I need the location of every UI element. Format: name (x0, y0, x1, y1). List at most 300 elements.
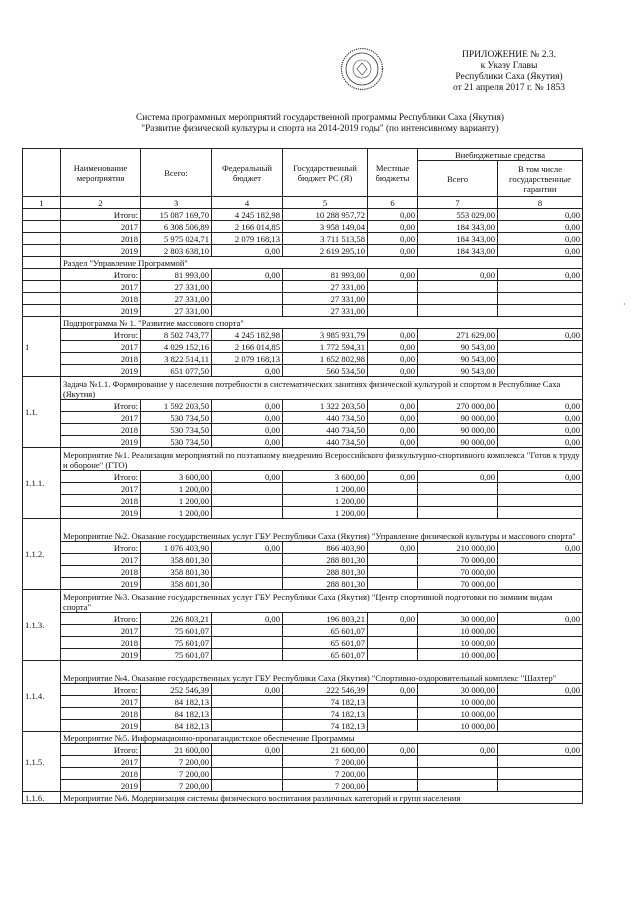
section-code: 1.1.5. (23, 732, 61, 792)
col-num: 7 (418, 197, 498, 209)
value-cell (498, 341, 583, 353)
table-row (23, 209, 583, 221)
title-line-1: Система программных мероприятий государственной программы Республики Саха (Якутия) (136, 113, 504, 123)
value-cell: 1 592 203,50 (141, 400, 212, 412)
value-cell: 3 822 514,11 (141, 353, 212, 365)
section-title: Мероприятие №3. Оказание государственных услуг ГБУ Республики Саха (Якутия) "Центр спортивной подготовки по зимним видам спорта" (61, 590, 583, 613)
col-num: 8 (498, 197, 583, 209)
value-cell: 651 077,50 (141, 365, 212, 377)
value-cell: 5 975 024,71 (141, 233, 212, 245)
value-cell (498, 637, 583, 649)
title-line-2: "Развитие физической культуры и спорта на 2014-2019 годы" (по интенсивному варианту) (141, 124, 499, 134)
section-title: Мероприятие №1. Реализация мероприятий по поэтапному внедрению Всероссийского физкультурно-спортивного комплекса "Готов к труду и обороне" (ГТО) (61, 448, 583, 471)
table-row (23, 483, 583, 495)
value-cell: 10 000,00 (418, 649, 498, 661)
value-cell: 0,00 (212, 436, 283, 448)
header-name: Наименование мероприятия (61, 149, 141, 197)
value-cell: 3 600,00 (141, 471, 212, 483)
header-extra-total: Всего (418, 161, 498, 197)
value-cell: 65 601,07 (283, 637, 368, 649)
value-cell: 84 182,13 (141, 708, 212, 720)
table-row (23, 756, 583, 768)
value-cell (368, 554, 418, 566)
row-label: 2018 (61, 233, 141, 245)
value-cell: 1 200,00 (283, 483, 368, 495)
value-cell: 440 734,50 (283, 412, 368, 424)
value-cell (212, 780, 283, 792)
margin-mark: · (623, 300, 626, 309)
value-cell: 0,00 (498, 329, 583, 341)
row-label: Итого: (61, 542, 141, 554)
row-label: 2019 (61, 436, 141, 448)
value-cell (418, 293, 498, 305)
table-row (23, 353, 583, 365)
value-cell: 440 734,50 (283, 436, 368, 448)
value-cell (368, 281, 418, 293)
value-cell: 0,00 (498, 613, 583, 625)
value-cell: 27 331,00 (283, 293, 368, 305)
row-code (23, 245, 61, 257)
row-label: 2018 (61, 495, 141, 507)
value-cell: 0,00 (212, 471, 283, 483)
table-row (23, 744, 583, 756)
value-cell (212, 566, 283, 578)
value-cell (418, 780, 498, 792)
program-measures-table (22, 148, 583, 804)
row-label: 2017 (61, 412, 141, 424)
value-cell: 84 182,13 (141, 696, 212, 708)
value-cell: 0,00 (498, 684, 583, 696)
value-cell: 0,00 (212, 684, 283, 696)
value-cell (498, 625, 583, 637)
value-cell (368, 649, 418, 661)
table-header-row (23, 149, 583, 161)
value-cell: 70 000,00 (418, 578, 498, 590)
value-cell: 560 534,50 (283, 365, 368, 377)
col-num: 2 (61, 197, 141, 209)
table-row (23, 720, 583, 732)
value-cell: 0,00 (368, 221, 418, 233)
value-cell (498, 305, 583, 317)
value-cell: 196 803,21 (283, 613, 368, 625)
header-federal: Федеральный бюджет (212, 149, 283, 197)
col-num: 1 (23, 197, 61, 209)
value-cell (498, 756, 583, 768)
section-code: 1.1.3. (23, 590, 61, 661)
header-extra-group: Внебюджетные средства (418, 149, 583, 161)
value-cell: 3 958 149,04 (283, 221, 368, 233)
row-label: Итого: (61, 400, 141, 412)
value-cell (498, 649, 583, 661)
value-cell: 1 200,00 (283, 495, 368, 507)
value-cell: 184 343,00 (418, 221, 498, 233)
section-row (23, 519, 583, 542)
value-cell: 0,00 (498, 221, 583, 233)
value-cell: 0,00 (368, 424, 418, 436)
value-cell: 75 601,07 (141, 637, 212, 649)
value-cell: 0,00 (498, 245, 583, 257)
col-num: 5 (283, 197, 368, 209)
value-cell: 84 182,13 (141, 720, 212, 732)
value-cell: 0,00 (368, 233, 418, 245)
value-cell: 0,00 (368, 209, 418, 221)
document-header (384, 50, 634, 94)
section-title: Мероприятие №2. Оказание государственных услуг ГБУ Республики Саха (Якутия) "Управление физической культуры и массового спорта" (61, 519, 583, 542)
col-num: 6 (368, 197, 418, 209)
table-row (23, 471, 583, 483)
value-cell: 288 801,30 (283, 554, 368, 566)
value-cell: 10 000,00 (418, 708, 498, 720)
decree-date: от 21 апреля 2017 г. № 1853 (452, 83, 566, 93)
value-cell (212, 637, 283, 649)
value-cell: 1 322 203,50 (283, 400, 368, 412)
value-cell: 0,00 (498, 400, 583, 412)
value-cell: 7 200,00 (141, 768, 212, 780)
value-cell: 2 079 168,13 (212, 233, 283, 245)
row-label: 2018 (61, 293, 141, 305)
value-cell: 27 331,00 (141, 305, 212, 317)
section-code: 1 (23, 317, 61, 377)
row-label: 2018 (61, 637, 141, 649)
value-cell: 440 734,50 (283, 424, 368, 436)
row-label: Итого: (61, 329, 141, 341)
value-cell: 10 000,00 (418, 720, 498, 732)
value-cell: 0,00 (368, 341, 418, 353)
row-code (23, 281, 61, 293)
value-cell: 2 166 014,85 (212, 341, 283, 353)
section-row (23, 448, 583, 471)
value-cell (212, 495, 283, 507)
value-cell: 210 000,00 (418, 542, 498, 554)
section-code: 1.1. (23, 377, 61, 448)
value-cell: 21 600,00 (141, 744, 212, 756)
row-label: 2019 (61, 780, 141, 792)
table-row (23, 221, 583, 233)
column-number-row (23, 197, 583, 209)
section-title: Мероприятие №6. Модернизация системы физического воспитания различных категорий и групп населения (61, 792, 583, 804)
value-cell: 74 182,13 (283, 708, 368, 720)
value-cell: 288 801,30 (283, 578, 368, 590)
row-label: 2017 (61, 483, 141, 495)
value-cell (212, 507, 283, 519)
row-code (23, 221, 61, 233)
value-cell: 0,00 (368, 329, 418, 341)
col-num: 4 (212, 197, 283, 209)
value-cell: 0,00 (368, 542, 418, 554)
value-cell (212, 293, 283, 305)
value-cell: 65 601,07 (283, 625, 368, 637)
value-cell: 90 543,00 (418, 365, 498, 377)
value-cell: 222 546,39 (283, 684, 368, 696)
row-label: 2019 (61, 365, 141, 377)
row-label: 2017 (61, 625, 141, 637)
value-cell: 0,00 (498, 269, 583, 281)
row-label: 2017 (61, 221, 141, 233)
value-cell: 358 801,30 (141, 554, 212, 566)
section-row (23, 590, 583, 613)
value-cell (498, 365, 583, 377)
row-label: Итого: (61, 744, 141, 756)
table-row (23, 768, 583, 780)
table-row (23, 245, 583, 257)
table-row (23, 269, 583, 281)
row-label: 2019 (61, 649, 141, 661)
value-cell: 0,00 (368, 744, 418, 756)
table-row (23, 566, 583, 578)
value-cell (418, 768, 498, 780)
value-cell: 90 543,00 (418, 341, 498, 353)
header-code-cell (23, 149, 61, 197)
value-cell: 7 200,00 (283, 756, 368, 768)
row-label: 2019 (61, 245, 141, 257)
section-row (23, 661, 583, 684)
value-cell: 3 711 513,58 (283, 233, 368, 245)
value-cell: 0,00 (212, 365, 283, 377)
value-cell (368, 708, 418, 720)
section-code: 1.1.2. (23, 519, 61, 590)
table-row (23, 554, 583, 566)
value-cell: 0,00 (498, 744, 583, 756)
value-cell: 270 000,00 (418, 400, 498, 412)
value-cell: 7 200,00 (141, 756, 212, 768)
value-cell: 530 734,50 (141, 424, 212, 436)
value-cell (418, 305, 498, 317)
value-cell: 866 403,90 (283, 542, 368, 554)
value-cell: 0,00 (498, 233, 583, 245)
section-code (23, 257, 61, 269)
value-cell (498, 720, 583, 732)
value-cell: 0,00 (498, 542, 583, 554)
value-cell: 74 182,13 (283, 720, 368, 732)
value-cell: 7 200,00 (141, 780, 212, 792)
table-row (23, 365, 583, 377)
table-row (23, 637, 583, 649)
value-cell: 27 331,00 (141, 293, 212, 305)
row-label: 2017 (61, 756, 141, 768)
value-cell: 70 000,00 (418, 554, 498, 566)
value-cell: 15 087 169,70 (141, 209, 212, 221)
appendix-number: ПРИЛОЖЕНИЕ № 2.3. (462, 50, 556, 60)
table-row (23, 341, 583, 353)
value-cell: 0,00 (368, 269, 418, 281)
value-cell: 288 801,30 (283, 566, 368, 578)
value-cell (498, 768, 583, 780)
value-cell: 2 619 295,10 (283, 245, 368, 257)
value-cell: 0,00 (212, 269, 283, 281)
table-body (23, 209, 583, 804)
value-cell: 0,00 (418, 269, 498, 281)
value-cell: 252 546,39 (141, 684, 212, 696)
table-row (23, 684, 583, 696)
value-cell: 10 000,00 (418, 696, 498, 708)
value-cell: 184 343,00 (418, 245, 498, 257)
row-label: 2018 (61, 424, 141, 436)
value-cell: 553 029,00 (418, 209, 498, 221)
table-row (23, 625, 583, 637)
header-extra-guarantee: В том числе государственные гарантии (498, 161, 583, 197)
row-code (23, 209, 61, 221)
value-cell: 358 801,30 (141, 578, 212, 590)
row-code (23, 233, 61, 245)
table-row (23, 613, 583, 625)
table-row (23, 780, 583, 792)
value-cell: 4 245 182,98 (212, 329, 283, 341)
value-cell (368, 305, 418, 317)
value-cell: 0,00 (368, 400, 418, 412)
value-cell (368, 720, 418, 732)
section-title: Мероприятие №5. Информационно-пропагандистское обеспечение Программы (61, 732, 583, 744)
row-label: Итого: (61, 613, 141, 625)
row-label: 2017 (61, 341, 141, 353)
row-label: Итого: (61, 209, 141, 221)
value-cell: 0,00 (368, 353, 418, 365)
row-code (23, 269, 61, 281)
value-cell (498, 281, 583, 293)
value-cell: 1 200,00 (141, 495, 212, 507)
value-cell (368, 756, 418, 768)
value-cell: 0,00 (212, 245, 283, 257)
value-cell: 65 601,07 (283, 649, 368, 661)
value-cell (498, 780, 583, 792)
row-label: 2019 (61, 578, 141, 590)
value-cell: 27 331,00 (283, 281, 368, 293)
value-cell (368, 637, 418, 649)
value-cell: 75 601,07 (141, 649, 212, 661)
value-cell: 7 200,00 (283, 768, 368, 780)
table-row (23, 424, 583, 436)
row-label: Итого: (61, 684, 141, 696)
value-cell: 530 734,50 (141, 412, 212, 424)
row-label: 2017 (61, 281, 141, 293)
table-row (23, 436, 583, 448)
value-cell: 358 801,30 (141, 566, 212, 578)
value-cell: 10 000,00 (418, 625, 498, 637)
value-cell (498, 578, 583, 590)
value-cell: 2 803 638,10 (141, 245, 212, 257)
row-label: 2019 (61, 507, 141, 519)
value-cell: 3 600,00 (283, 471, 368, 483)
value-cell (368, 625, 418, 637)
value-cell: 21 600,00 (283, 744, 368, 756)
value-cell: 0,00 (498, 424, 583, 436)
section-title: Задача №1.1. Формирование у населения потребности в систематических занятиях физической культурой и спортом в Республике Саха (Якутия) (61, 377, 583, 400)
value-cell: 0,00 (498, 471, 583, 483)
value-cell: 70 000,00 (418, 566, 498, 578)
value-cell (368, 495, 418, 507)
row-label: Итого: (61, 269, 141, 281)
value-cell (368, 578, 418, 590)
value-cell: 1 200,00 (141, 507, 212, 519)
value-cell: 0,00 (418, 471, 498, 483)
value-cell (212, 281, 283, 293)
value-cell (368, 696, 418, 708)
value-cell: 0,00 (368, 684, 418, 696)
value-cell: 1 772 594,31 (283, 341, 368, 353)
section-title: Мероприятие №4. Оказание государственных услуг ГБУ Республики Саха (Якутия) "Спортивно-оздоровительный комплекс "Шахтер" (61, 661, 583, 684)
value-cell: 90 000,00 (418, 412, 498, 424)
value-cell: 81 993,00 (141, 269, 212, 281)
value-cell: 81 993,00 (283, 269, 368, 281)
section-title: Раздел "Управление Программой" (61, 257, 583, 269)
official-seal-icon (340, 47, 384, 91)
value-cell (212, 649, 283, 661)
row-label: 2019 (61, 305, 141, 317)
value-cell: 90 000,00 (418, 436, 498, 448)
header-total: Всего: (141, 149, 212, 197)
value-cell (498, 495, 583, 507)
value-cell (498, 708, 583, 720)
table-row (23, 233, 583, 245)
value-cell (498, 353, 583, 365)
value-cell (368, 780, 418, 792)
section-row (23, 377, 583, 400)
value-cell (368, 507, 418, 519)
row-label: Итого: (61, 471, 141, 483)
table-row (23, 507, 583, 519)
value-cell (212, 756, 283, 768)
value-cell: 27 331,00 (141, 281, 212, 293)
value-cell: 27 331,00 (283, 305, 368, 317)
value-cell: 3 985 931,79 (283, 329, 368, 341)
value-cell: 271 629,00 (418, 329, 498, 341)
value-cell: 1 076 403,90 (141, 542, 212, 554)
table-row (23, 412, 583, 424)
value-cell (212, 305, 283, 317)
value-cell (212, 483, 283, 495)
value-cell (418, 756, 498, 768)
table-row (23, 400, 583, 412)
value-cell: 0,00 (212, 424, 283, 436)
decree-authority: Республики Саха (Якутия) (455, 72, 563, 82)
value-cell: 0,00 (368, 245, 418, 257)
table-row (23, 305, 583, 317)
value-cell (212, 768, 283, 780)
value-cell: 4 245 182,98 (212, 209, 283, 221)
value-cell: 1 200,00 (283, 507, 368, 519)
decree-ref: к Указу Главы (480, 61, 538, 71)
row-label: 2018 (61, 353, 141, 365)
section-row (23, 257, 583, 269)
section-title: Подпрограмма № 1. "Развитие массового спорта" (61, 317, 583, 329)
value-cell: 0,00 (368, 471, 418, 483)
value-cell (418, 507, 498, 519)
value-cell (212, 696, 283, 708)
value-cell: 0,00 (418, 744, 498, 756)
value-cell: 0,00 (498, 436, 583, 448)
section-code: 1.1.1. (23, 448, 61, 519)
header-state: Государственный бюджет РС (Я) (283, 149, 368, 197)
value-cell: 7 200,00 (283, 780, 368, 792)
value-cell: 530 734,50 (141, 436, 212, 448)
section-code: 1.1.6. (23, 792, 61, 804)
value-cell (212, 554, 283, 566)
row-label: 2018 (61, 566, 141, 578)
value-cell: 184 343,00 (418, 233, 498, 245)
value-cell: 90 543,00 (418, 353, 498, 365)
value-cell: 10 000,00 (418, 637, 498, 649)
table-row (23, 281, 583, 293)
table-row (23, 329, 583, 341)
value-cell: 2 079 168,13 (212, 353, 283, 365)
value-cell: 0,00 (212, 400, 283, 412)
value-cell (418, 483, 498, 495)
value-cell (368, 768, 418, 780)
value-cell: 226 803,21 (141, 613, 212, 625)
value-cell (498, 507, 583, 519)
value-cell: 30 000,00 (418, 684, 498, 696)
value-cell (212, 578, 283, 590)
section-row (23, 317, 583, 329)
